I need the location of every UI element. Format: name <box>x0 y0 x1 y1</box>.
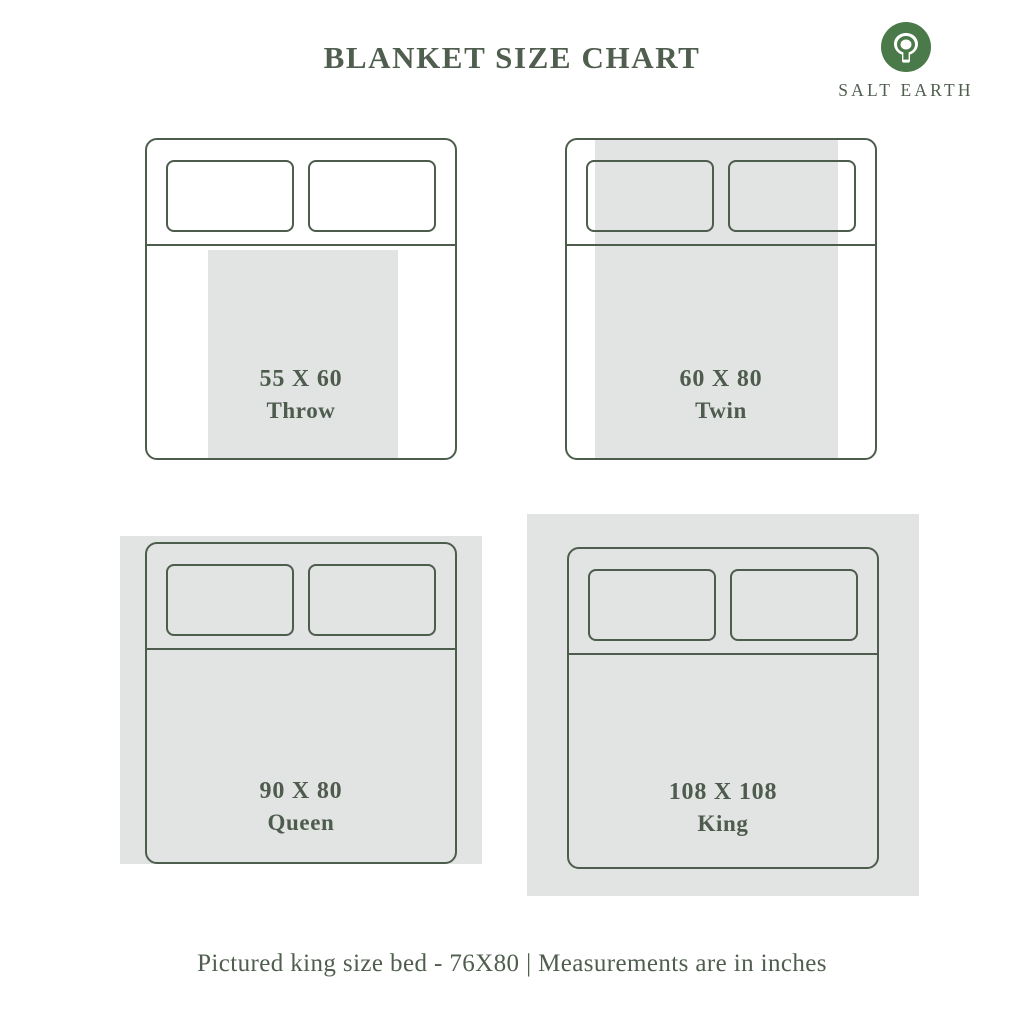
bed-label-group <box>145 364 457 426</box>
footer-note: Pictured king size bed - 76X80 | Measurements are in inches <box>197 950 827 977</box>
pillow-left <box>588 569 716 641</box>
brand-name: SALT EARTH <box>838 80 974 100</box>
pillow-left <box>586 160 714 232</box>
blanket-overlay <box>208 250 398 458</box>
bed-name-label: Queen <box>267 809 335 835</box>
mattress-divider <box>567 653 879 655</box>
brand-logo <box>806 20 1006 101</box>
bed-name-label: Twin <box>695 397 747 423</box>
bed-label-group <box>565 364 877 426</box>
bed-label-group <box>145 776 457 838</box>
bed-label-group <box>567 777 879 839</box>
bed-size-label: 60 X 80 <box>679 366 763 392</box>
chart-header <box>0 0 1024 120</box>
bed-diagram-queen <box>120 536 482 864</box>
leaf-circle-icon <box>879 20 933 74</box>
bed-size-label: 90 X 80 <box>259 778 343 804</box>
pillow-right <box>730 569 858 641</box>
pillow-left <box>166 160 294 232</box>
bed-diagram-throw <box>145 138 457 460</box>
bed-size-label: 55 X 60 <box>259 366 343 392</box>
bed-name-label: King <box>697 810 749 836</box>
pillow-right <box>308 564 436 636</box>
pillow-right <box>728 160 856 232</box>
page-title: BLANKET SIZE CHART <box>323 40 701 75</box>
bed-diagram-king <box>527 514 919 896</box>
mattress-divider <box>145 648 457 650</box>
bed-size-label: 108 X 108 <box>668 779 778 805</box>
bed-name-label: Throw <box>266 397 336 423</box>
bed-diagram-twin <box>565 138 877 460</box>
pillow-left <box>166 564 294 636</box>
mattress-divider <box>565 244 877 246</box>
pillow-right <box>308 160 436 232</box>
mattress-divider <box>145 244 457 246</box>
